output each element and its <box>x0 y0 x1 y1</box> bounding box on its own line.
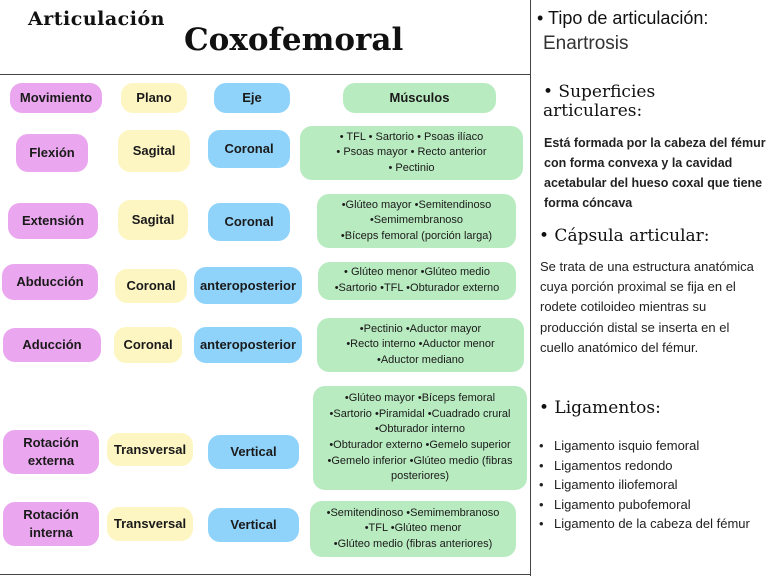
movement-line: externa <box>27 453 75 468</box>
muscle-line: •Obturador interno <box>374 423 466 436</box>
header-eje: Eje <box>214 83 290 113</box>
tipo-value: Enartrosis <box>543 33 629 54</box>
muscle-line: •Obturador externo •Gemelo superior <box>329 439 511 451</box>
movement-line: interna <box>29 525 73 540</box>
movement-extension: Extensión <box>8 203 98 239</box>
list-item: • Ligamento de la cabeza del fémur <box>539 514 754 534</box>
muscle-line: posteriores) <box>390 470 450 483</box>
plane-extension: Sagital <box>118 200 188 240</box>
superficies-title-line: • Superficies <box>543 82 656 102</box>
muscle-line: • Glúteo menor •Glúteo medio <box>344 266 490 279</box>
axis-extension: Coronal <box>208 203 290 241</box>
axis-aduccion: anteroposterior <box>194 327 302 363</box>
superficies-text: Está formada por la cabeza del fémur con forma convexa y la cavidad acetabular del hueso coxal que tiene forma cóncava <box>544 136 766 210</box>
list-item: • Ligamentos redondo <box>539 456 754 476</box>
capsula-title: • Cápsula articular: <box>539 226 710 246</box>
superficies-title-line: articulares: <box>543 101 643 121</box>
axis-flexion: Coronal <box>208 130 290 168</box>
movement-rotacion-externa <box>3 430 99 474</box>
list-item: • Ligamento pubofemoral <box>539 495 754 515</box>
axis-rotacion-externa: Vertical <box>208 435 299 469</box>
muscles-abduccion <box>318 262 516 300</box>
header-movimiento: Movimiento <box>10 83 102 113</box>
header-musculos: Músculos <box>343 83 496 113</box>
muscle-line: •Glúteo mayor •Bíceps femoral <box>344 392 496 405</box>
muscles-aduccion <box>317 318 524 372</box>
movement-rotacion-interna <box>3 502 99 546</box>
tipo-title: Tipo de articulación: <box>548 8 709 28</box>
muscles-rotacion-interna <box>310 501 516 557</box>
header-plano: Plano <box>121 83 187 113</box>
capsula-text: Se trata de una estructura anatómica cuya porción proximal se fija en el rodete cotiloideo mientras su producción distal se inserta en el cuello anatómico del fémur. <box>540 259 754 355</box>
list-item: • Ligamento isquio femoral <box>539 436 754 456</box>
movement-abduccion: Abducción <box>2 264 98 300</box>
list-item: • Ligamento iliofemoral <box>539 475 754 495</box>
movement-flexion: Flexión <box>16 134 88 172</box>
bottom-divider <box>0 574 531 575</box>
muscle-line: •Aductor mediano <box>376 353 464 366</box>
plane-aduccion: Coronal <box>114 327 182 363</box>
muscle-line: •Glúteo medio (fibras anteriores) <box>333 537 493 550</box>
tipo-section <box>537 8 708 29</box>
muscle-line: • TFL • Sartorio • Psoas ilíaco <box>339 130 484 143</box>
ligamentos-title: • Ligamentos: <box>539 398 661 418</box>
muscle-line: •TFL •Glúteo menor <box>364 522 462 535</box>
muscle-line: •Sartorio •Piramidal •Cuadrado crural <box>329 407 511 420</box>
title-articulacion: Articulación <box>28 8 165 30</box>
muscle-line: •Semitendinoso •Semimembranoso <box>326 506 500 519</box>
muscle-line: •Glúteo mayor •Semitendinoso <box>341 198 492 211</box>
muscles-extension <box>317 194 516 248</box>
movement-line: Rotación <box>23 435 79 451</box>
movement-aduccion: Aducción <box>3 328 101 362</box>
muscles-flexion <box>300 126 523 180</box>
muscle-line: • Pectinio <box>388 161 435 174</box>
bullet-icon: • <box>537 8 544 28</box>
plane-rotacion-interna: Transversal <box>107 507 193 541</box>
muscle-line: •Bíceps femoral (porción larga) <box>340 229 493 242</box>
column-divider <box>530 0 531 576</box>
title-coxofemoral: Coxofemoral <box>184 22 404 58</box>
muscle-line: •Semimembranoso <box>369 214 464 227</box>
ligamentos-list <box>539 436 754 534</box>
muscle-line: •Sartorio •TFL •Obturador externo <box>334 282 500 294</box>
plane-abduccion: Coronal <box>115 269 187 303</box>
muscle-line: •Recto interno •Aductor menor <box>346 338 495 351</box>
plane-rotacion-externa: Transversal <box>107 433 193 466</box>
muscle-line: •Gemelo inferior •Glúteo medio (fibras <box>327 454 513 467</box>
movement-line: Rotación <box>23 507 79 523</box>
plane-flexion: Sagital <box>118 130 190 172</box>
axis-abduccion: anteroposterior <box>194 267 302 304</box>
header-divider <box>0 74 530 75</box>
superficies-title <box>543 83 655 121</box>
muscles-rotacion-externa <box>313 386 527 490</box>
muscle-line: • Psoas mayor • Recto anterior <box>336 146 487 159</box>
axis-rotacion-interna: Vertical <box>208 508 299 542</box>
muscle-line: •Pectinio •Aductor mayor <box>359 322 482 335</box>
